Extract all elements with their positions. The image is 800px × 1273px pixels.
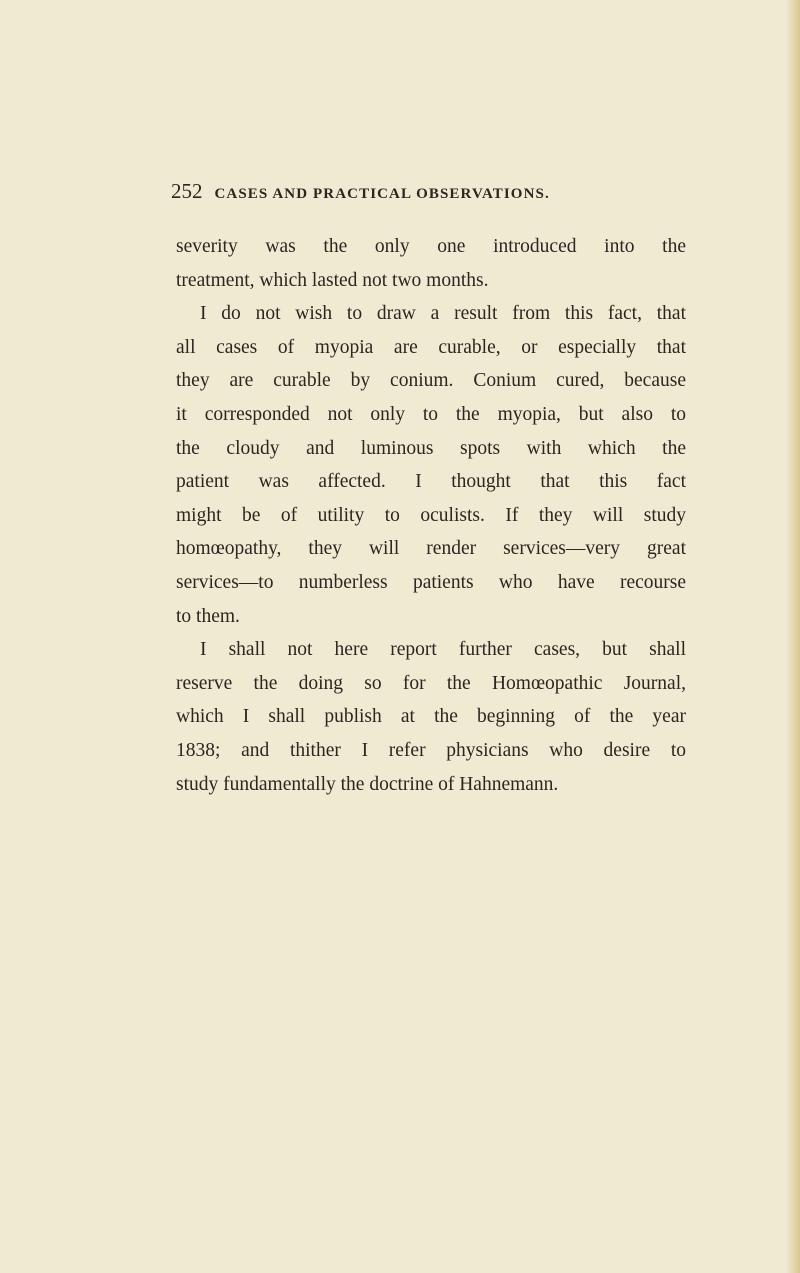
text-line: severity was the only one introduced into the: [176, 236, 686, 257]
text-line: all cases of myopia are curable, or especially that: [176, 336, 686, 358]
paragraph-1: [176, 230, 686, 297]
text-line: study fundamentally the doctrine of Hahnemann.: [176, 773, 559, 795]
text-line: they are curable by conium. Conium cured, because: [176, 370, 686, 392]
text-line: might be of utility to oculists. If they will study: [176, 504, 686, 526]
paragraph-3: [176, 633, 686, 801]
running-head: [171, 179, 691, 204]
text-line: reserve the doing so for the Homœopathic Journal,: [176, 672, 686, 694]
text-line: to them.: [176, 605, 240, 627]
body-text: [176, 230, 686, 801]
paragraph-2: [176, 297, 686, 633]
text-line: it corresponded not only to the myopia, but also to: [176, 403, 686, 425]
running-title: CASES AND PRACTICAL OBSERVATIONS.: [214, 186, 550, 202]
page-edge: [786, 0, 800, 1273]
text-line: I shall not here report further cases, but shall: [200, 639, 686, 661]
text-line: treatment, which lasted not two months.: [176, 269, 489, 291]
text-line: homœopathy, they will render services—very great: [176, 538, 686, 560]
text-line: patient was affected. I thought that this fact: [176, 471, 686, 493]
text-line: which I shall publish at the beginning of the year: [176, 706, 686, 728]
text-line: 1838; and thither I refer physicians who desire to: [176, 739, 686, 761]
text-line: the cloudy and luminous spots with which the: [176, 437, 686, 459]
text-line: I do not wish to draw a result from this fact, that: [200, 303, 686, 325]
text-line: services—to numberless patients who have recourse: [176, 571, 686, 593]
page-number: 252: [171, 179, 203, 203]
